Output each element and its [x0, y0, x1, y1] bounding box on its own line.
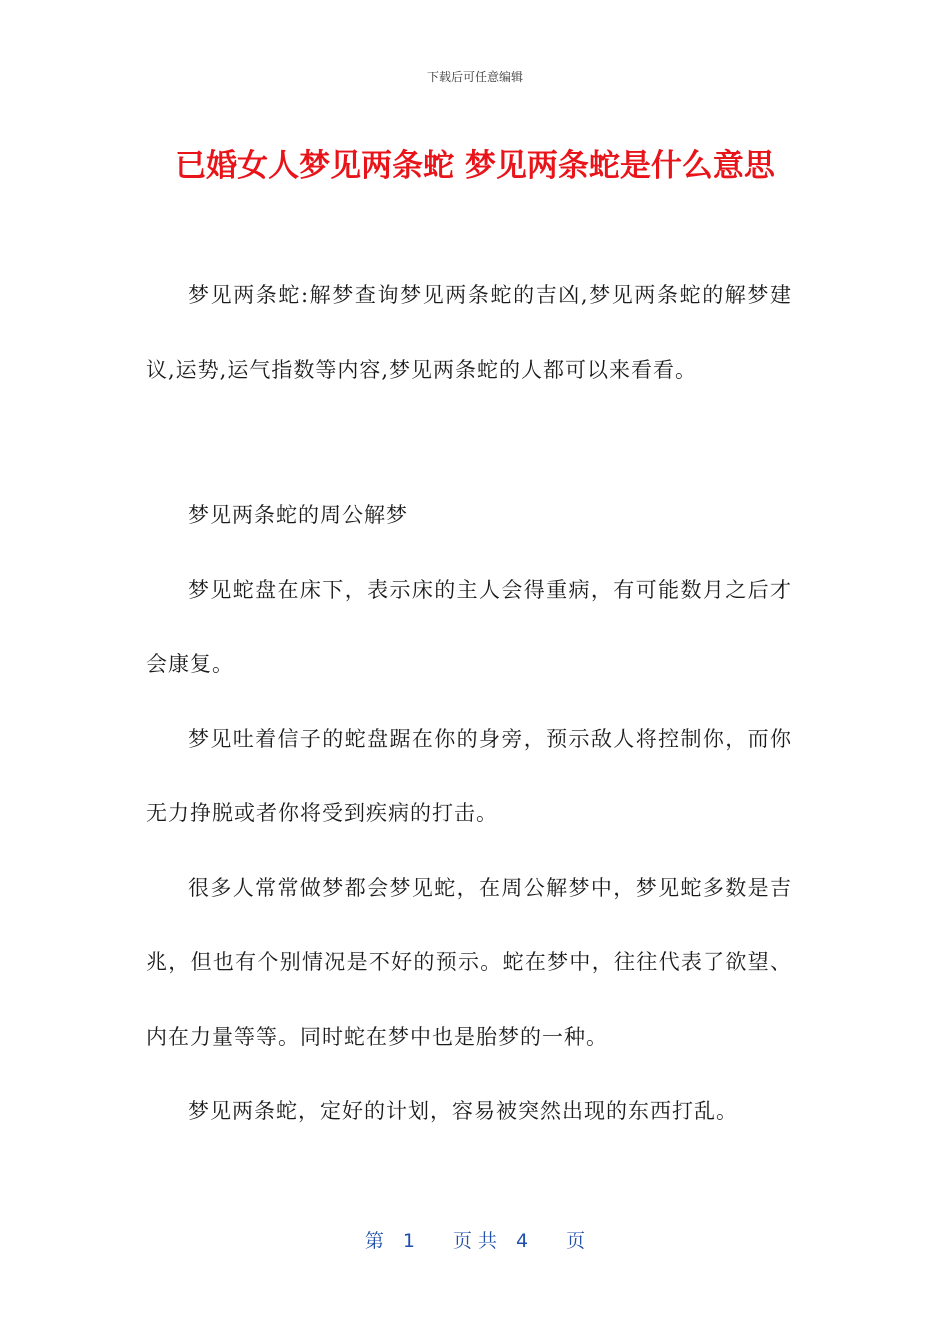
- paragraph: 很多人常常做梦都会梦见蛇，在周公解梦中，梦见蛇多数是吉兆，但也有个别情况是不好的预示。蛇在梦中，往往代表了欲望、内在力量等等。同时蛇在梦中也是胎梦的一种。: [146, 875, 792, 1049]
- paragraph: 梦见吐着信子的蛇盘踞在你的身旁，预示敌人将控制你，而你无力挣脱或者你将受到疾病的打击。: [146, 726, 792, 825]
- paragraph-section-heading: 梦见两条蛇的周公解梦: [188, 503, 408, 527]
- paragraph-intro: 梦见两条蛇:解梦查询梦见两条蛇的吉凶,梦见两条蛇的解梦建议,运势,运气指数等内容,梦见两条蛇的人都可以来看看。: [146, 283, 792, 382]
- page-number-footer: 第 1 页 共 4 页: [364, 1230, 586, 1252]
- document-title: 已婚女人梦见两条蛇 梦见两条蛇是什么意思: [175, 148, 775, 184]
- paragraph: 梦见蛇盘在床下，表示床的主人会得重病，有可能数月之后才会康复。: [146, 577, 792, 676]
- paragraph: 梦见两条蛇，定好的计划，容易被突然出现的东西打乱。: [188, 1099, 738, 1123]
- document-body: [146, 258, 792, 1149]
- header-note: 下载后可任意编辑: [426, 70, 523, 84]
